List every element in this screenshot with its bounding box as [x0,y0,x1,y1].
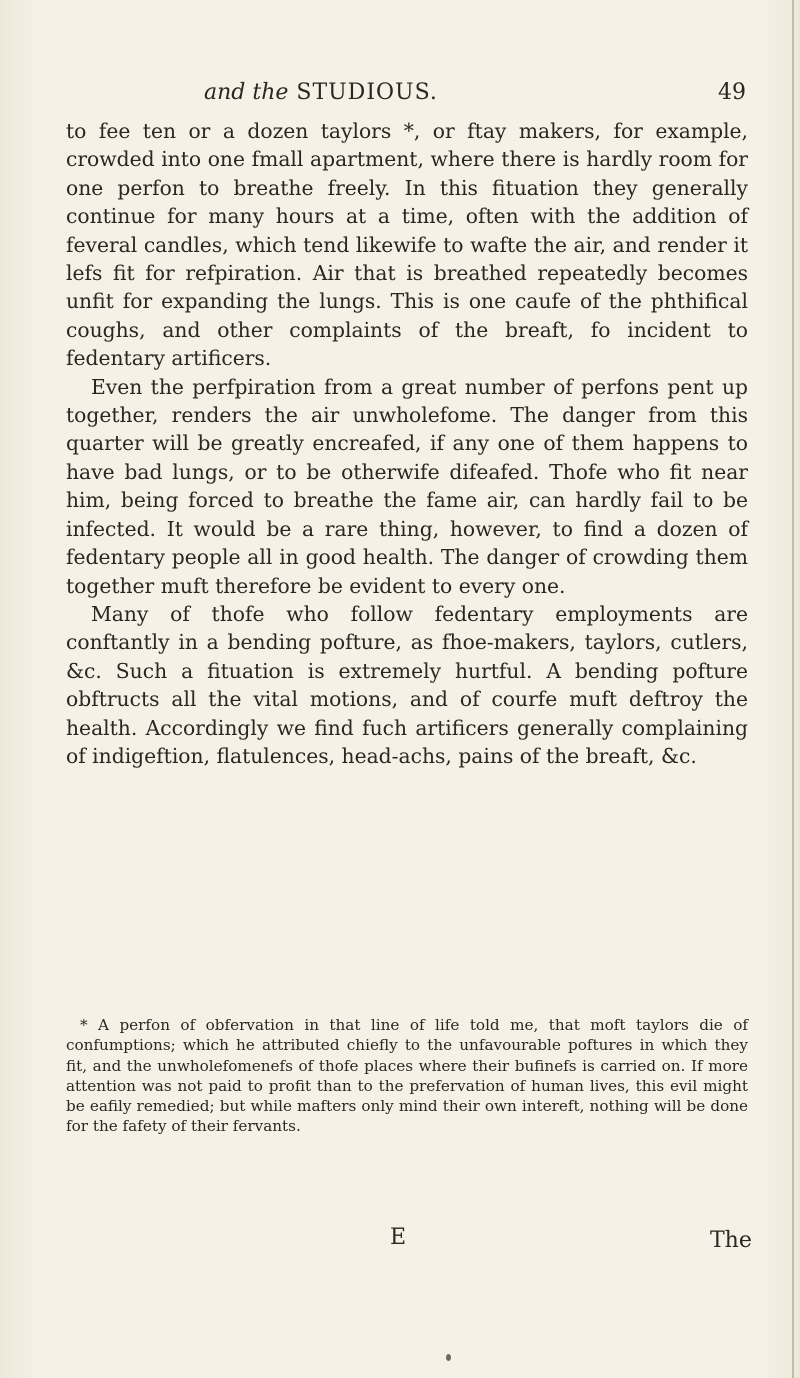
paragraph: Many of thofe who follow fedentary employments are conftantly in a bending pofture, as fhoe-makers, taylors, cutlers, &c. Such a fituation is extremely hurtful. A bending pofture obftructs all the vital motions, and of courfe muft deftroy the health. Accordingly we find fuch artificers generally complaining of indigeftion, flatulences, head-achs, pains of the breaft, &c. [66,601,748,768]
signature-mark: E [390,1225,407,1250]
running-title [204,80,438,105]
catchword: The [710,1228,752,1253]
body-text [66,117,748,770]
running-title-caps: STUDIOUS. [296,80,438,105]
footnote [66,1015,748,1137]
page-edge [792,0,794,1378]
paragraph: Even the perfpiration from a great number of perfons pent up together, renders the air unwholefome. The danger from this quarter will be greatly encreafed, if any one of them happens to have bad lungs, or to be otherwife difeafed. Thofe who fit near him, being forced to breathe the fame air, can hardly fail to be infected. It would be a rare thing, however, to find a dozen of fedentary people all in good health. The danger of crowding them together muft therefore be evident to every one. [66,374,748,598]
footnote-text: * A perfon of obfervation in that line of life told me, that moft taylors die of confumptions; which he attributed chiefly to the unfavourable poftures in which they fit, and the unwholefomenefs of thofe places where their bufinefs is carried on. If more attention was not paid to profit than to the prefervation of human lives, this evil might be eafily remedied; but while mafters only mind their own intereft, nothing will be done for the fafety of their fervants. [66,1016,748,1136]
page-number: 49 [718,80,746,105]
ink-speck [446,1354,451,1361]
running-header [66,80,746,110]
running-title-italic: and the [204,80,289,105]
paragraph: to fee ten or a dozen taylors *, or ftay makers, for example, crowded into one fmall apartment, where there is hardly room for one perfon to breathe freely. In this fituation they generally continue for many hours at a time, often with the addition of feveral candles, which tend likewife to wafte the air, and render it lefs fit for refpiration. Air that is breathed repeatedly becomes unfit for expanding the lungs. This is one caufe of the phthifical coughs, and other complaints of the breaft, fo incident to fedentary artificers. [66,119,748,371]
